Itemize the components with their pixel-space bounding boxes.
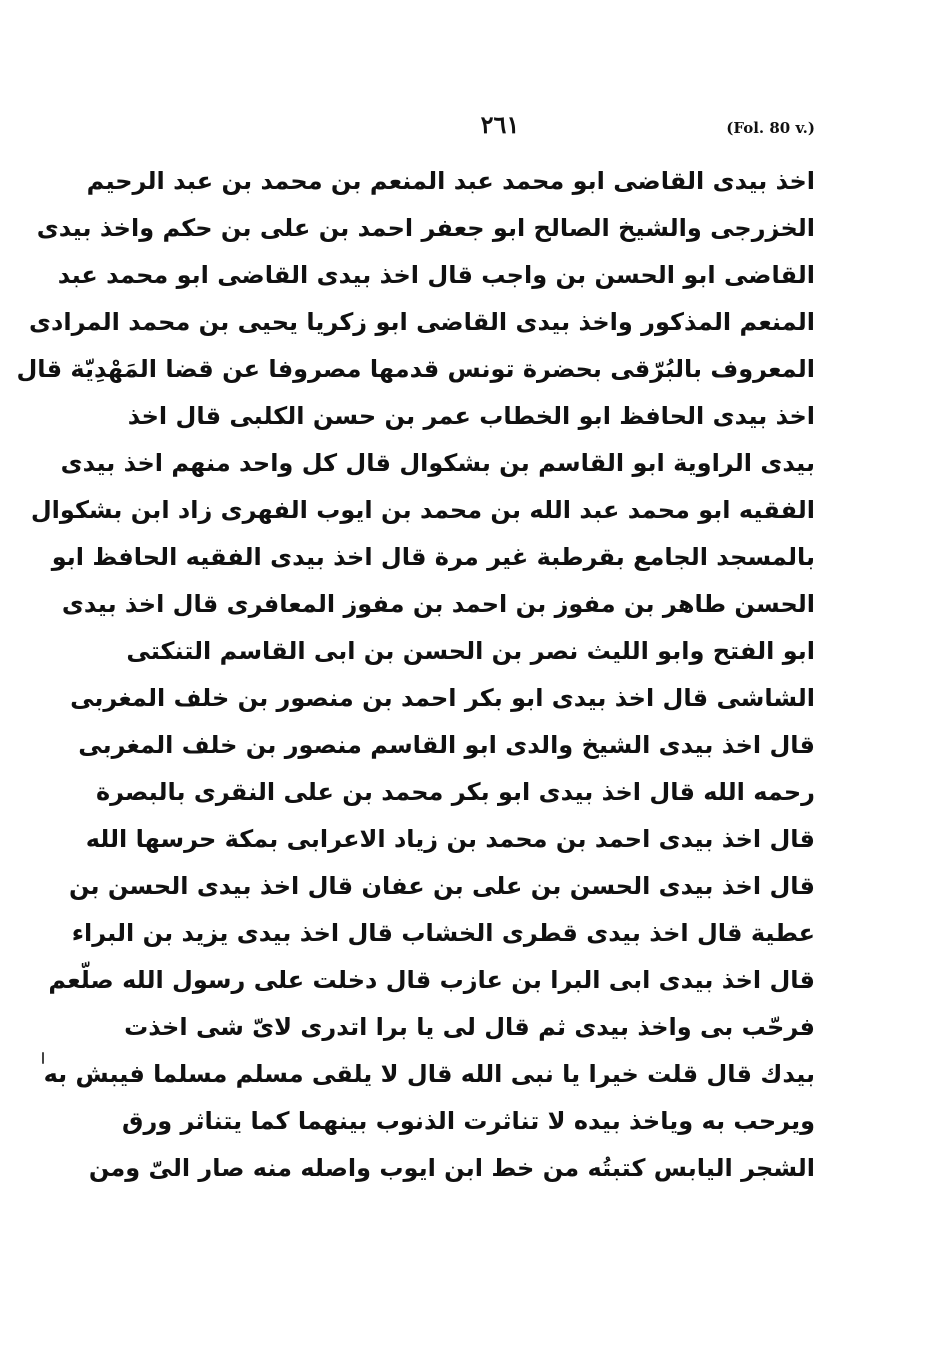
text-line: بالمسجد الجامع بقرطبة غير مرة قال اخذ بيدى الفقيه الحافظ ابو bbox=[51, 543, 815, 571]
text-line: الحسن طاهر بن مفوز بن احمد بن مفوز المعافرى قال اخذ بيدى bbox=[61, 590, 815, 618]
text-line: ويرحب به وياخذ بيده لا تناثرت الذنوب بينهما كما يتناثر ورق bbox=[121, 1107, 815, 1135]
text-line: المنعم المذكور واخذ بيدى القاضى ابو زكريا يحيى بن محمد المرادى bbox=[29, 308, 815, 336]
text-line: فرحّب بى واخذ بيدى ثم قال لى يا برا اتدرى لاىّ شى اخذت bbox=[124, 1013, 815, 1041]
text-line: اخذ بيدى القاضى ابو محمد عبد المنعم بن محمد بن عبد الرحيم bbox=[86, 167, 815, 195]
text-line: قال اخذ بيدى احمد بن محمد بن زياد الاعرابى بمكة حرسها الله bbox=[85, 825, 815, 853]
text-line: بيدى الراوية ابو القاسم بن بشكوال قال كل واحد منهم اخذ بيدى bbox=[60, 449, 815, 477]
text-line: المعروف بالبُرّقى بحضرة تونس قدمها مصروفا عن قضا المَهْدِيّة قال bbox=[16, 355, 815, 383]
text-line: بيدك قال قلت خيرا يا نبى الله قال لا يلقى مسلم مسلما فيبش به bbox=[43, 1060, 815, 1088]
text-line: القاضى ابو الحسن بن واجب قال اخذ بيدى القاضى ابو محمد عبد bbox=[57, 261, 815, 289]
arabic-text-block bbox=[16, 158, 815, 1192]
text-line: الشاشى قال اخذ بيدى ابو بكر احمد بن منصور بن خلف المغربى bbox=[70, 684, 815, 712]
folio-reference: (Fol. 80 v.) bbox=[726, 119, 815, 137]
page-number: ٢٦١ bbox=[480, 110, 520, 139]
text-line: قال اخذ بيدى الشيخ والدى ابو القاسم منصور بن خلف المغربى bbox=[78, 731, 815, 759]
text-line: قال اخذ بيدى الحسن بن على بن عفان قال اخذ بيدى الحسن بن bbox=[68, 872, 815, 900]
text-line: قال اخذ بيدى ابى البرا بن عازب قال دخلت على رسول الله صلّعم bbox=[48, 966, 815, 994]
text-line: ابو الفتح وابو الليث نصر بن الحسن بن ابى القاسم التنكتى bbox=[126, 637, 815, 665]
text-line: الشجر اليابس كتبتُه من خط ابن ايوب واصله منه صار الىّ ومن bbox=[88, 1154, 815, 1182]
text-line: الخزرجى والشيخ الصالح ابو جعفر احمد بن على بن حكم واخذ بيدى bbox=[36, 214, 815, 242]
text-line: رحمه الله قال اخذ بيدى ابو بكر محمد بن على النقرى بالبصرة bbox=[95, 778, 815, 806]
text-line: اخذ بيدى الحافظ ابو الخطاب عمر بن حسن الكلبى قال اخذ bbox=[127, 402, 815, 430]
scan-speck bbox=[42, 1052, 44, 1064]
text-line: عطية قال اخذ بيدى قطرى الخشاب قال اخذ بيدى يزيد بن البراء bbox=[71, 919, 815, 947]
text-line: الفقيه ابو محمد عبد الله بن محمد بن ايوب الفهرى زاد ابن بشكوال bbox=[30, 496, 815, 524]
